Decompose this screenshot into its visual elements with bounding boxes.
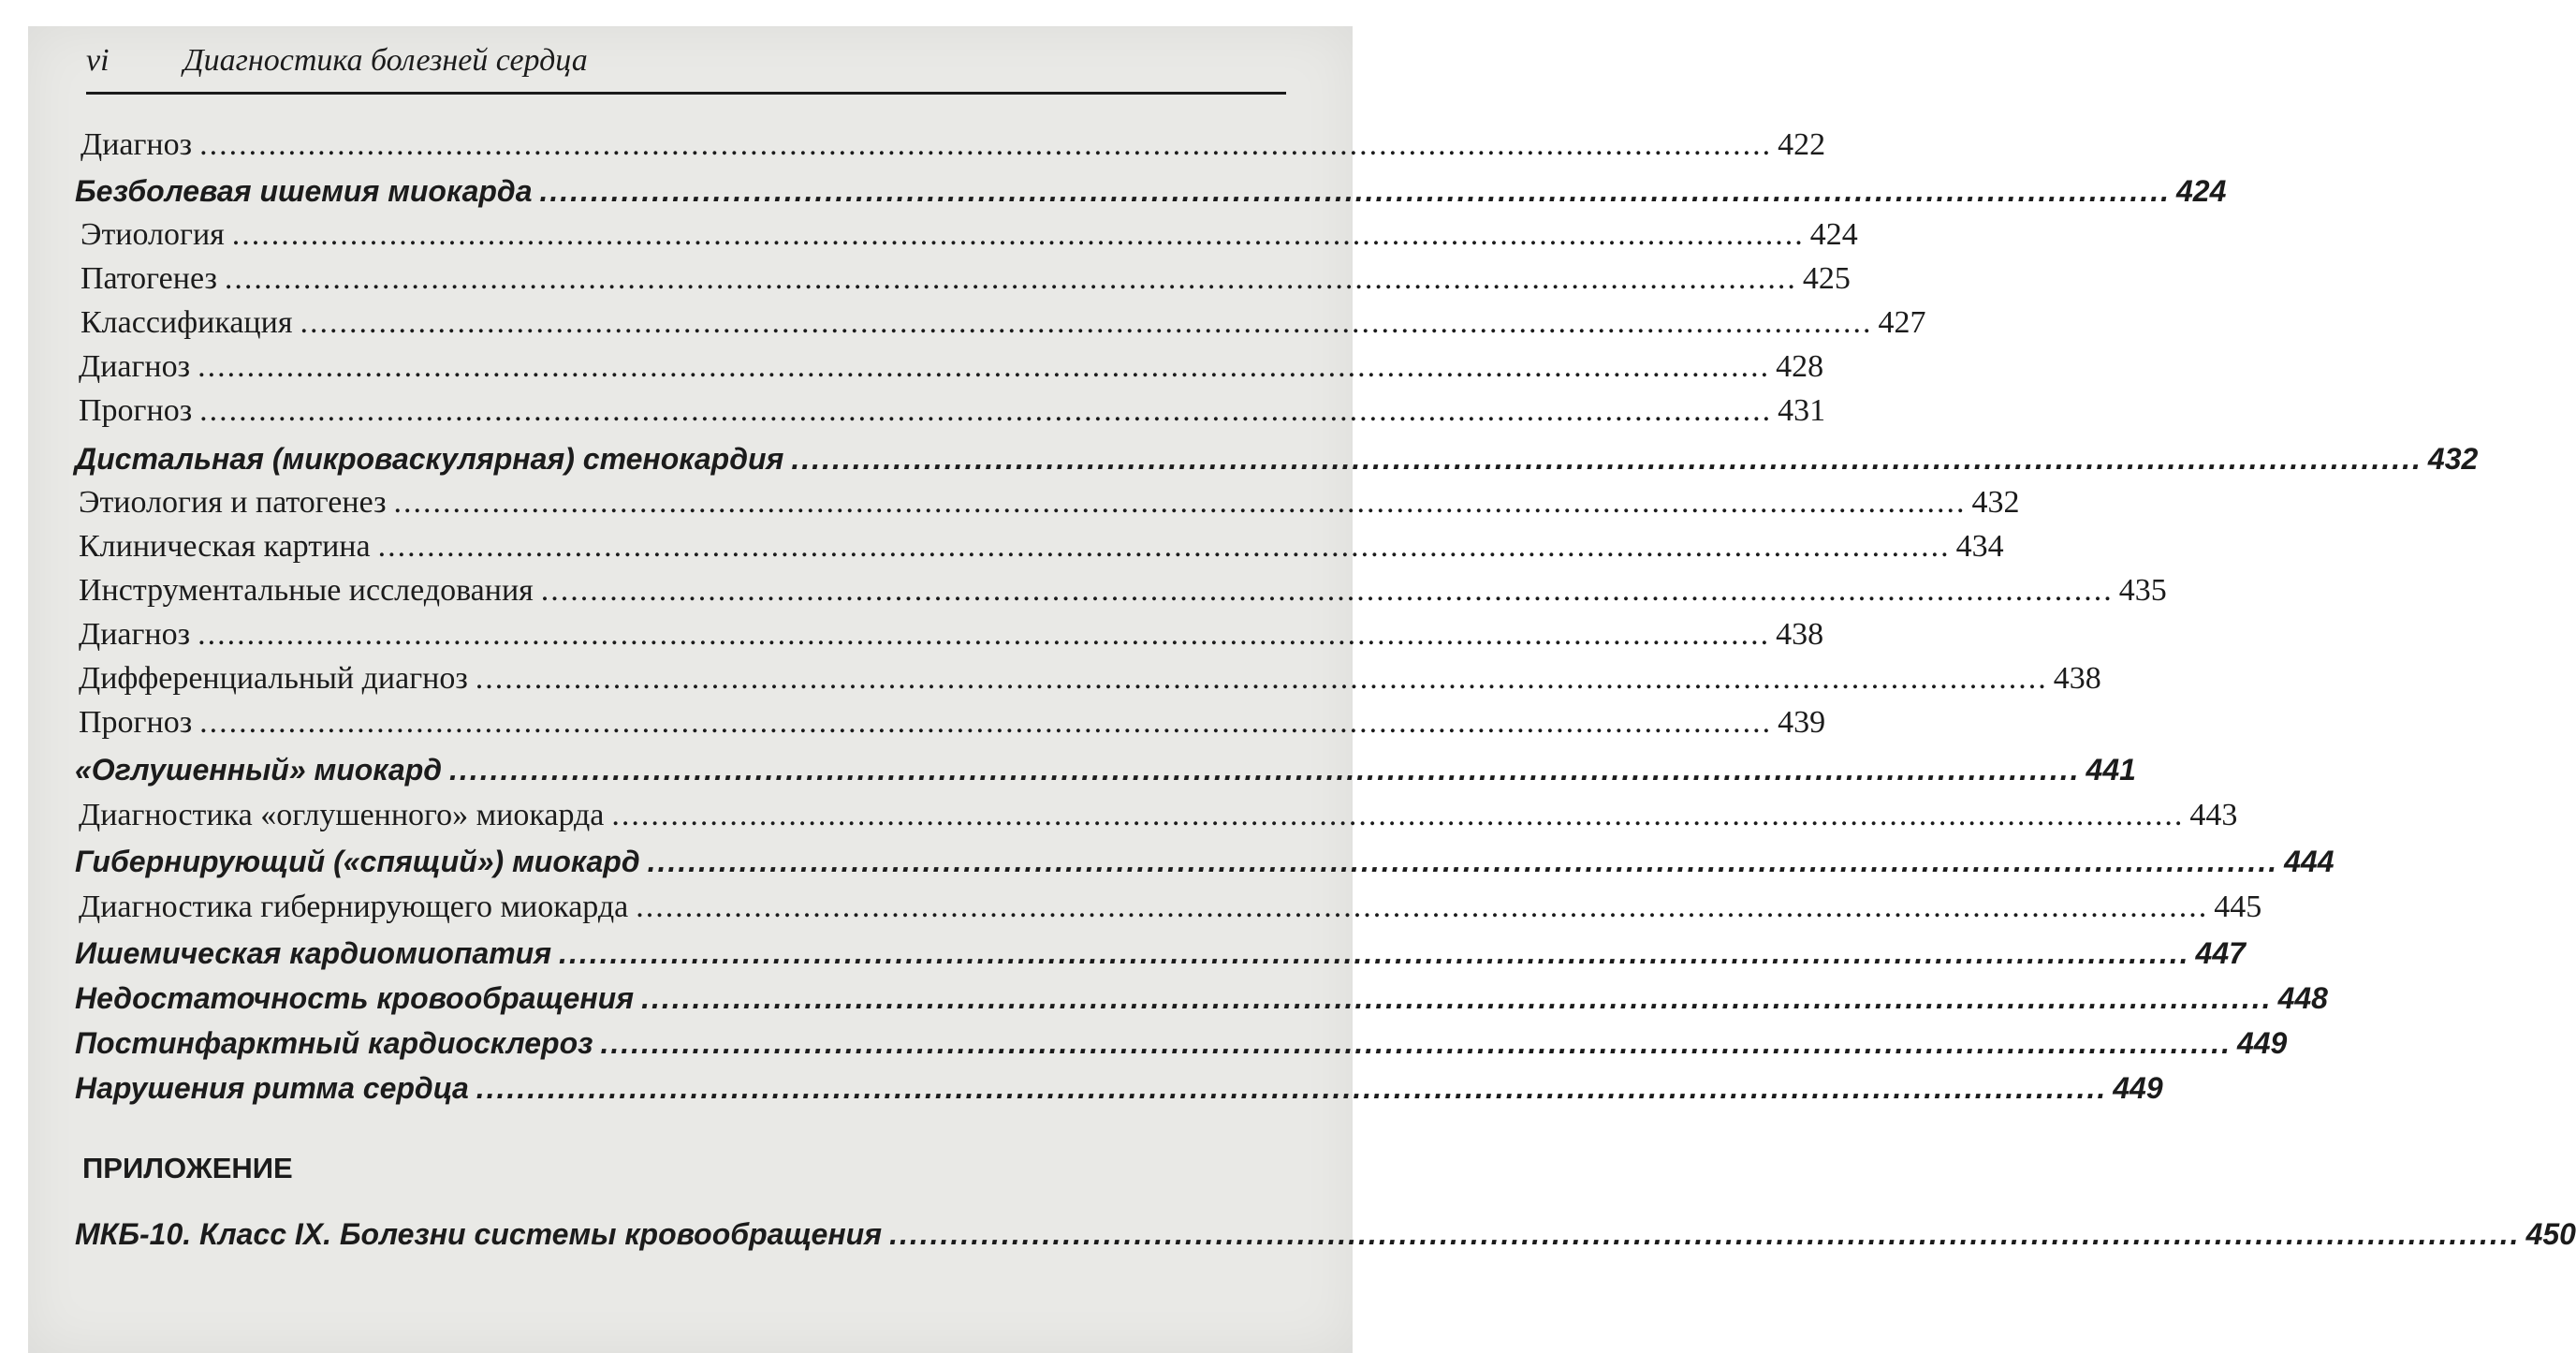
toc-entry[interactable] [79,573,2167,609]
toc-entry-label: Диагностика «оглушенного» миокарда [79,798,605,832]
toc-entry[interactable] [79,890,2262,925]
toc-entry[interactable] [79,705,1826,741]
toc-entry[interactable] [79,661,2101,697]
toc-entry-label: Прогноз [79,393,193,428]
page-folio: vi [86,43,110,78]
dot-leader: ................................................................................................................................................................ [889,1217,2521,1251]
toc-page-number: 424 [2175,174,2227,208]
toc-page-number: 438 [2053,661,2101,696]
dot-leader: ................................................................................................................................................................ [198,617,1771,652]
toc-entry-label: «Оглушенный» миокард [75,753,443,787]
toc-entry-label: Ишемическая кардиомиопатия [75,936,552,970]
dot-leader: ................................................................................................................................................................ [393,485,1967,520]
dot-leader: ................................................................................................................................................................ [199,393,1773,428]
dot-leader: ................................................................................................................................................................ [611,798,2185,832]
dot-leader: ................................................................................................................................................................ [559,936,2190,970]
toc-entry-label: Дифференциальный диагноз [79,661,468,696]
toc-entry[interactable] [75,174,2227,209]
toc-entry[interactable] [75,936,2246,971]
toc-entry[interactable] [80,305,1926,341]
toc-entry[interactable] [80,217,1858,253]
dot-leader: ................................................................................................................................................................ [647,845,2279,878]
toc-entry-label: Диагноз [79,617,191,652]
toc-entry[interactable] [75,1071,2163,1106]
toc-page-number: 449 [2236,1026,2288,1060]
toc-entry[interactable] [80,261,1851,297]
dot-leader: ................................................................................................................................................................ [449,753,2081,787]
toc-entry[interactable] [75,981,2328,1016]
toc-entry[interactable] [80,127,1826,163]
toc-entry-label: Прогноз [79,705,193,740]
toc-entry-label: Патогенез [80,261,217,296]
dot-leader: ................................................................................................................................................................ [641,981,2273,1015]
toc-entry[interactable] [79,798,2238,833]
toc-entry[interactable] [79,617,1824,653]
toc-entry-label: Классификация [80,305,293,340]
dot-leader: ................................................................................................................................................................ [539,174,2171,208]
dot-leader: ................................................................................................................................................................ [300,305,1873,340]
toc-entry-label: Диагноз [79,349,191,384]
toc-page-number: 424 [1809,217,1858,252]
toc-page-number: 439 [1778,705,1826,740]
book-title: Диагностика болезней сердца [183,43,588,78]
appendix-heading: ПРИЛОЖЕНИЕ [82,1152,293,1184]
toc-entry-label: Этиология [80,217,225,252]
toc-entry-label: Постинфарктный кардиосклероз [75,1026,593,1060]
toc-entry-label: Нарушения ритма сердца [75,1071,469,1105]
toc-entry[interactable] [75,1217,2576,1252]
dot-leader: ................................................................................................................................................................ [636,890,2209,924]
toc-page-number: 427 [1878,305,1926,340]
toc-page-number: 438 [1776,617,1824,652]
toc-page-number: 447 [2195,936,2246,970]
toc-entry-label: Недостаточность кровообращения [75,981,635,1015]
toc-entry-label: Диагноз [80,127,193,162]
toc-entry[interactable] [75,753,2136,787]
toc-page-number: 443 [2189,798,2238,832]
toc-page-number: 435 [2118,573,2167,608]
toc-entry-label: Дистальная (микроваскулярная) стенокардия [75,442,784,476]
toc-page-number: 441 [2086,753,2136,787]
dot-leader: ................................................................................................................................................................ [198,349,1771,384]
dot-leader: ................................................................................................................................................................ [791,442,2422,476]
toc-page-number: 449 [2113,1071,2163,1105]
toc-entry[interactable] [79,485,2020,521]
toc-page-number: 428 [1776,349,1824,384]
toc-page-number: 432 [2427,442,2479,476]
toc-page-number: 450 [2525,1217,2576,1251]
dot-leader: ................................................................................................................................................................ [224,261,1797,296]
toc-entry[interactable] [75,845,2334,879]
toc-page-number: 431 [1778,393,1826,428]
toc-entry-label: Диагностика гибернирующего миокарда [79,890,629,924]
dot-leader: ................................................................................................................................................................ [475,661,2048,696]
toc-page-number: 432 [1971,485,2020,520]
toc-page-number: 434 [1955,529,2004,564]
dot-leader: ................................................................................................................................................................ [540,573,2114,608]
toc-entry-label: Безболевая ишемия миокарда [75,174,533,208]
toc-page-number: 422 [1778,127,1826,162]
toc-page-number: 425 [1802,261,1851,296]
toc-entry[interactable] [79,349,1824,385]
toc-entry[interactable] [79,529,2004,565]
dot-leader: ................................................................................................................................................................ [377,529,1951,564]
toc-page-number: 448 [2277,981,2328,1015]
toc-entry[interactable] [75,442,2479,477]
dot-leader: ................................................................................................................................................................ [199,705,1773,740]
toc-entry-label: Клиническая картина [79,529,371,564]
running-head [86,39,1286,95]
toc-entry-label: Гибернирующий («спящий») миокард [75,845,640,878]
dot-leader: ................................................................................................................................................................ [199,127,1773,162]
toc-entry-label: МКБ-10. Класс IX. Болезни системы кровообращения [75,1217,883,1251]
toc-entry[interactable] [75,1026,2288,1061]
toc-entry-label: Инструментальные исследования [79,573,534,608]
dot-leader: ................................................................................................................................................................ [231,217,1805,252]
toc-entry[interactable] [79,393,1826,429]
toc-entry-label: Этиология и патогенез [79,485,387,520]
toc-page-number: 445 [2214,890,2262,924]
toc-page-number: 444 [2284,845,2334,878]
dot-leader: ................................................................................................................................................................ [476,1071,2108,1105]
dot-leader: ................................................................................................................................................................ [600,1026,2232,1060]
